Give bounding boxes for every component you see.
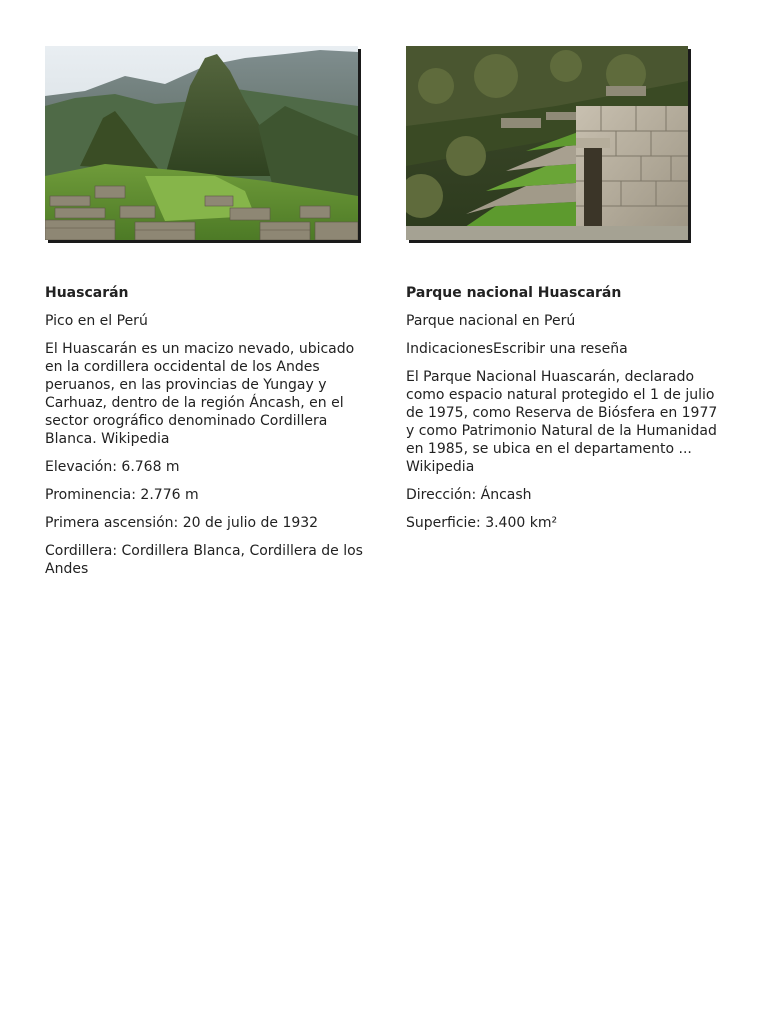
fact-address: Dirección: Áncash — [406, 487, 532, 503]
inca-terraces-photo — [406, 46, 688, 240]
description-text: El Huascarán es un macizo nevado, ubicado en la cordillera occidental de los Andes peruanos, en las provincias de Yungay y Carhuaz, dentro de la región Áncash, en el sector orográfico denominado Cordillera Blanca. — [45, 341, 355, 447]
place-title: Huascarán — [45, 285, 129, 301]
inca-terraces-illustration — [406, 46, 688, 240]
wikipedia-link[interactable]: Wikipedia — [406, 459, 475, 475]
park-actions[interactable]: IndicacionesEscribir una reseña — [406, 341, 628, 357]
park-description — [406, 368, 724, 476]
fact-elevation: Elevación: 6.768 m — [45, 459, 180, 475]
place-description — [45, 340, 363, 448]
right-column — [406, 46, 724, 542]
park-subtitle: Parque nacional en Perú — [406, 313, 576, 329]
fact-prominence: Prominencia: 2.776 m — [45, 487, 199, 503]
machu-picchu-photo — [45, 46, 358, 240]
fact-first-ascent: Primera ascensión: 20 de julio de 1932 — [45, 515, 319, 531]
description-text: El Parque Nacional Huascarán, declarado como espacio natural protegido el 1 de julio de 1975, como Reserva de Biósfera en 1977 y como Patrimonio Natural de la Humanidad en 1985, se ubica en el departamento ... — [406, 369, 718, 457]
fact-area: Superficie: 3.400 km² — [406, 515, 558, 531]
wikipedia-link[interactable]: Wikipedia — [101, 431, 170, 447]
fact-range: Cordillera: Cordillera Blanca, Cordillera de los Andes — [45, 543, 363, 577]
machu-picchu-illustration — [45, 46, 358, 240]
left-column — [45, 46, 363, 588]
park-title: Parque nacional Huascarán — [406, 285, 622, 301]
place-subtitle: Pico en el Perú — [45, 313, 148, 329]
